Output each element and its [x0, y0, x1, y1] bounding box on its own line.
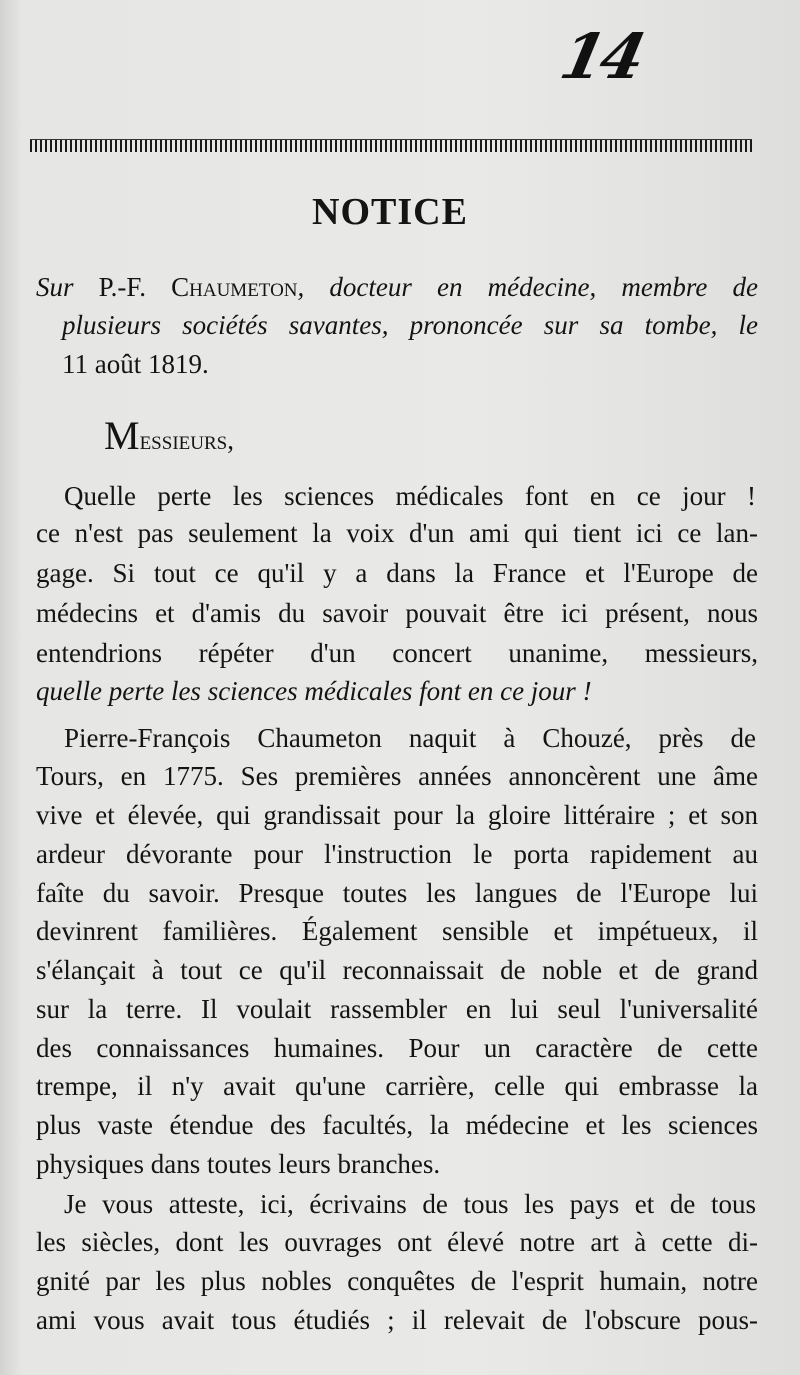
notice-title: NOTICE — [312, 191, 468, 233]
text-line: vive et élevée, qui grandissait pour la gloire littéraire ; et son — [36, 800, 758, 830]
text-line: plus vaste étendue des facultés, la médecine et les sciences — [36, 1110, 758, 1140]
text-line: faîte du savoir. Presque toutes les langues de l'Europe lui — [36, 878, 758, 908]
text-line: sur la terre. Il voulait rassembler en lui seul l'universalité — [36, 994, 758, 1024]
text-line: Tours, en 1775. Ses premières années annoncèrent une âme — [36, 761, 758, 791]
text-line: entendrions répéter d'un concert unanime, messieurs, — [36, 638, 758, 668]
text-line: Je vous atteste, ici, écrivains de tous les pays et de tous — [64, 1189, 756, 1219]
text-line: physiques dans toutes leurs branches. — [36, 1149, 441, 1179]
subtitle-author-name: P.-F. Chaumeton — [98, 272, 298, 302]
text-line: gage. Si tout ce qu'il y a dans la France et l'Europe de — [36, 558, 758, 588]
text-line: ami vous avait tous étudiés ; il relevait de l'obscure pous- — [36, 1305, 758, 1335]
salutation — [104, 413, 234, 458]
subtitle-author-title: , docteur en médecine, membre de — [297, 272, 758, 302]
text-line: les siècles, dont les ouvrages ont élevé notre art à cette di- — [36, 1227, 758, 1257]
subtitle-line-3: 11 août 1819. — [62, 349, 209, 379]
salutation-comma: , — [227, 425, 234, 455]
text-line: trempe, il n'y avait qu'une carrière, celle qui embrasse la — [36, 1071, 758, 1101]
ornamental-rule — [30, 139, 752, 152]
text-line: Pierre-François Chaumeton naquit à Chouzé, près de — [64, 723, 756, 753]
text-line: Quelle perte les sciences médicales font en ce jour ! — [64, 481, 756, 511]
salutation-rest: essieurs — [139, 425, 228, 455]
folio-number: 14 — [554, 20, 649, 93]
subtitle-sur: Sur — [36, 272, 74, 302]
text-line: gnité par les plus nobles conquêtes de l'esprit humain, notre — [36, 1266, 758, 1296]
subtitle-line-2: plusieurs sociétés savantes, prononcée sur sa tombe, le — [62, 310, 758, 340]
subtitle-line-1 — [36, 269, 758, 305]
text-line: s'élançait à tout ce qu'il reconnaissait de noble et de grand — [36, 955, 758, 985]
salutation-initial: M — [104, 413, 140, 458]
text-line: médecins et d'amis du savoir pouvait être ici présent, nous — [36, 598, 758, 628]
text-line: des connaissances humaines. Pour un caractère de cette — [36, 1033, 758, 1063]
text-line: ardeur dévorante pour l'instruction le porta rapidement au — [36, 839, 758, 869]
text-line: ce n'est pas seulement la voix d'un ami qui tient ici ce lan- — [36, 518, 758, 548]
text-line: devinrent familières. Également sensible et impétueux, il — [36, 916, 758, 946]
text-line-italic: quelle perte les sciences médicales font en ce jour ! — [36, 676, 592, 706]
